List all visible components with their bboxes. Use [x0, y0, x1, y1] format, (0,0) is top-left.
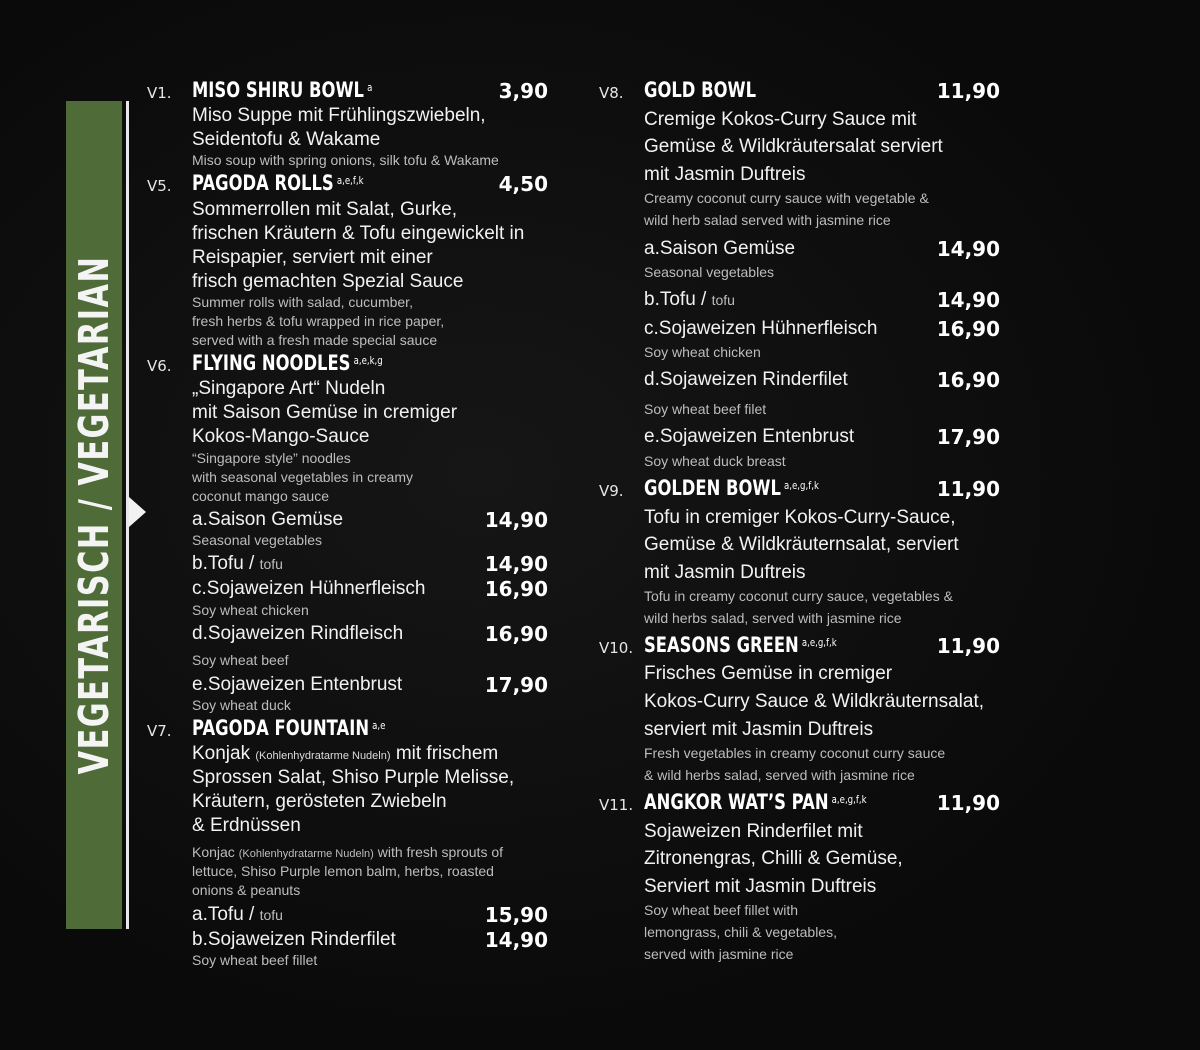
- item-number: V9.: [599, 482, 624, 500]
- option-label: e.Sojaweizen Entenbrust: [192, 674, 403, 695]
- option-label: d.Sojaweizen Rinderfilet: [644, 369, 848, 390]
- option-description-en: Soy wheat duck: [192, 697, 291, 713]
- item-description-de: Serviert mit Jasmin Duftreis: [644, 876, 877, 897]
- item-title: GOLD BOWL: [644, 78, 757, 102]
- option-price: 17,90: [936, 425, 1000, 449]
- item-description-en: fresh herbs & tofu wrapped in rice paper,: [192, 313, 445, 329]
- item-description-de: Sommerrollen mit Salat, Gurke,: [192, 199, 458, 220]
- item-price: 4,50: [498, 172, 548, 196]
- option-description-en: Soy wheat beef filet: [644, 401, 767, 417]
- item-description-en: coconut mango sauce: [192, 488, 329, 504]
- item-price: 11,90: [936, 477, 1000, 501]
- option-price: 16,90: [484, 622, 548, 646]
- option-description-en: Soy wheat chicken: [192, 602, 309, 618]
- item-description-de: Zitronengras, Chilli & Gemüse,: [644, 848, 903, 869]
- item-title: PAGODA FOUNTAIN $^{a,e}$: [192, 716, 386, 740]
- option-label: c.Sojaweizen Hühnerfleisch: [192, 578, 426, 599]
- option-label: a.Saison Gemüse: [192, 509, 344, 530]
- option-description-en: Soy wheat duck breast: [644, 453, 786, 469]
- item-description-de: Tofu in cremiger Kokos-Curry-Sauce,: [644, 507, 956, 528]
- option-price: 16,90: [484, 577, 548, 601]
- option-label: e.Sojaweizen Entenbrust: [644, 426, 855, 447]
- item-description-de: Kokos-Mango-Sauce: [192, 426, 370, 447]
- item-description-en: Soy wheat beef fillet with: [644, 902, 799, 918]
- item-description-en: “Singapore style” noodles: [192, 450, 351, 466]
- item-title: PAGODA ROLLS $^{a,e,f,k}$: [192, 171, 364, 195]
- allergen-codes: a: [367, 81, 373, 94]
- item-description-de: Kräutern, gerösteten Zwiebeln: [192, 791, 447, 812]
- option-description-en: Soy wheat beef fillet: [192, 952, 318, 968]
- allergen-codes: a,e,g,f,k: [784, 479, 819, 492]
- option-label: b.Tofu / tofu: [192, 553, 283, 574]
- item-description-de: „Singapore Art“ Nudeln: [192, 378, 386, 399]
- item-description-en: served with jasmine rice: [644, 946, 794, 962]
- option-price: 16,90: [936, 368, 1000, 392]
- item-description-en: Creamy coconut curry sauce with vegetable &: [644, 190, 929, 206]
- item-description-de: Konjak (Kohlenhydratarme Nudeln) mit frischem: [192, 743, 499, 764]
- item-description-en: & wild herbs salad, served with jasmine rice: [644, 767, 915, 783]
- option-price: 17,90: [484, 673, 548, 697]
- item-description-de: Cremige Kokos-Curry Sauce mit: [644, 109, 917, 130]
- item-description-en: Konjac (Kohlenhydratarme Nudeln) with fresh sprouts of: [192, 844, 504, 860]
- item-number: V10.: [599, 639, 634, 657]
- item-description-de: frischen Kräutern & Tofu eingewickelt in: [192, 223, 525, 244]
- item-title: SEASONS GREEN $^{a,e,g,f,k}$: [644, 633, 837, 657]
- item-price: 11,90: [936, 79, 1000, 103]
- item-title: GOLDEN BOWL $^{a,e,g,f,k}$: [644, 476, 819, 500]
- item-description-en: Fresh vegetables in creamy coconut curry sauce: [644, 745, 946, 761]
- allergen-codes: a,e,f,k: [336, 174, 364, 187]
- allergen-codes: a,e,g,f,k: [801, 636, 837, 649]
- item-price: 3,90: [498, 79, 548, 103]
- item-number: V11.: [599, 796, 634, 814]
- item-description-de: Miso Suppe mit Frühlingszwiebeln,: [192, 105, 486, 126]
- item-description-de: Sojaweizen Rinderfilet mit: [644, 821, 863, 842]
- option-description-en: Seasonal vegetables: [644, 264, 774, 280]
- item-description-en: onions & peanuts: [192, 882, 301, 898]
- item-number: V6.: [147, 357, 172, 375]
- item-number: V1.: [147, 84, 172, 102]
- item-description-de: Kokos-Curry Sauce & Wildkräuternsalat,: [644, 691, 985, 712]
- item-description-en: wild herb salad served with jasmine rice: [644, 212, 891, 228]
- option-label: c.Sojaweizen Hühnerfleisch: [644, 318, 878, 339]
- item-title: MISO SHIRU BOWL $^a$: [192, 78, 373, 102]
- item-description-en: Miso soup with spring onions, silk tofu & Wakame: [192, 152, 499, 168]
- item-title: ANGKOR WAT’S PAN $^{a,e,g,f,k}$: [644, 790, 867, 814]
- item-description-de: Gemüse & Wildkräuternsalat, serviert: [644, 534, 959, 555]
- item-description-en: lemongrass, chili & vegetables,: [644, 924, 837, 940]
- option-label: b.Sojaweizen Rinderfilet: [192, 929, 396, 950]
- option-description-en: Soy wheat chicken: [644, 344, 761, 360]
- item-description-de: Gemüse & Wildkräutersalat serviert: [644, 136, 943, 157]
- option-label: a.Saison Gemüse: [644, 238, 796, 259]
- item-number: V5.: [147, 177, 172, 195]
- option-price: 14,90: [484, 928, 548, 952]
- option-label: d.Sojaweizen Rindfleisch: [192, 623, 404, 644]
- item-price: 11,90: [936, 634, 1000, 658]
- banner-arrow-icon: [129, 497, 146, 527]
- item-description-de: Sprossen Salat, Shiso Purple Melisse,: [192, 767, 515, 788]
- item-description-de: serviert mit Jasmin Duftreis: [644, 719, 874, 740]
- item-number: V8.: [599, 84, 624, 102]
- allergen-codes: a,e,g,f,k: [831, 793, 867, 806]
- option-description-en: Soy wheat beef: [192, 652, 289, 668]
- item-title: FLYING NOODLES $^{a,e,k,g}$: [192, 351, 383, 375]
- option-price: 14,90: [936, 288, 1000, 312]
- item-description-de: mit Jasmin Duftreis: [644, 562, 806, 583]
- option-price: 15,90: [484, 903, 548, 927]
- item-description-de: Seidentofu & Wakame: [192, 129, 381, 150]
- item-description-de: Reispapier, serviert mit einer: [192, 247, 433, 268]
- item-description-en: served with a fresh made special sauce: [192, 332, 438, 348]
- allergen-codes: a,e,k,g: [353, 354, 383, 367]
- item-description-de: Frisches Gemüse in cremiger: [644, 663, 893, 684]
- item-description-en: with seasonal vegetables in creamy: [192, 469, 414, 485]
- item-description-en: Tofu in creamy coconut curry sauce, vegetables &: [644, 588, 953, 604]
- item-description-en: wild herbs salad, served with jasmine rice: [644, 610, 902, 626]
- item-description-en: lettuce, Shiso Purple lemon balm, herbs, roasted: [192, 863, 494, 879]
- item-number: V7.: [147, 722, 172, 740]
- allergen-codes: a,e: [372, 719, 386, 732]
- item-description-de: frisch gemachten Spezial Sauce: [192, 271, 464, 292]
- item-description-de: mit Saison Gemüse in cremiger: [192, 402, 458, 423]
- option-price: 14,90: [484, 552, 548, 576]
- option-price: 14,90: [936, 237, 1000, 261]
- option-price: 14,90: [484, 508, 548, 532]
- item-description-de: mit Jasmin Duftreis: [644, 164, 806, 185]
- item-price: 11,90: [936, 791, 1000, 815]
- option-label: b.Tofu / tofu: [644, 289, 735, 310]
- category-title: VEGETARISCH / VEGETARIAN: [70, 255, 118, 775]
- item-description-en: Summer rolls with salad, cucumber,: [192, 294, 413, 310]
- option-description-en: Seasonal vegetables: [192, 532, 322, 548]
- option-price: 16,90: [936, 317, 1000, 341]
- option-label: a.Tofu / tofu: [192, 904, 283, 925]
- item-description-de: & Erdnüssen: [192, 815, 301, 836]
